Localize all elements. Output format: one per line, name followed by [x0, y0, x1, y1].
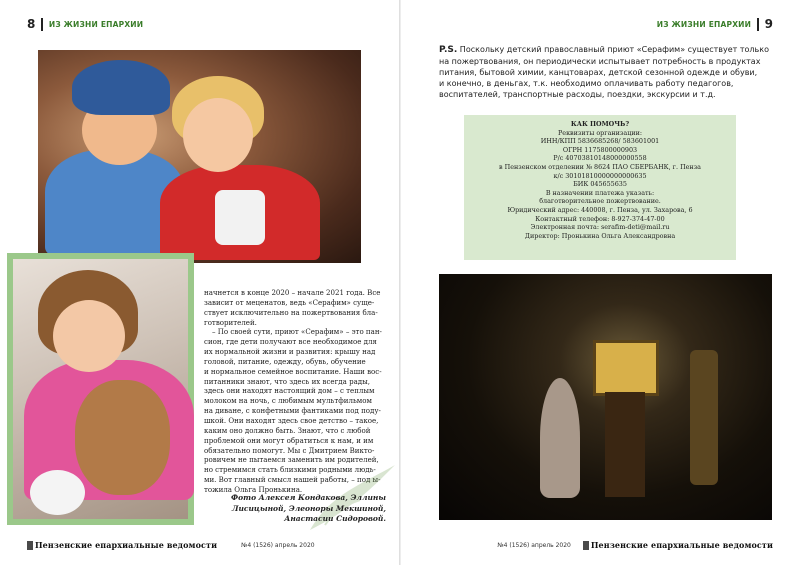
photo-boy-cap [72, 60, 170, 115]
photo-icon-on-lectern [593, 340, 659, 396]
right-page-header [657, 17, 773, 31]
article-line: сион, где дети получают все необходимое для [204, 337, 377, 347]
help-box-line: в Пензенском отделении № 8624 ПАО СБЕРБАНК, г. Пенза [499, 162, 701, 171]
help-box-line: ОГРН 1175800000903 [562, 145, 638, 154]
article-line: молоком на ночь, с любимым мультфильмом [204, 396, 372, 406]
article-line: шкой. Они находят здесь свое детство – такое, [204, 415, 379, 425]
ps-paragraph [439, 44, 769, 100]
article-line: каким оно должно быть. Знают, что с любой [204, 425, 371, 435]
ps-label: P.S. [439, 45, 458, 55]
article-line: проблемой они могут обратиться к нам, и им [204, 435, 374, 445]
help-box-line: Юридический адрес: 440008, г. Пенза, ул. Захарова, 6 [507, 205, 693, 214]
help-box-line: ИНН/КПП 5836685268/ 583601001 [540, 137, 660, 146]
help-box-line: Реквизиты организации: [557, 128, 643, 137]
help-box-line: Электронная почта: serafim-deti@mail.ru [530, 223, 670, 232]
photo-lectern [605, 392, 645, 497]
issue-number: №4 (1526) апрель 2020 [241, 541, 315, 549]
help-box-line: благотворительное пожертвование. [539, 197, 661, 206]
help-box-title: КАК ПОМОЧЬ? [570, 120, 630, 128]
article-line: – По своей сути, приют «Серафим» – это пан- [212, 327, 382, 337]
credit-line: Фото Алексея Кондакова, Эллины [231, 493, 386, 502]
left-page-footer [27, 540, 315, 550]
photo-credit [216, 493, 386, 525]
photo-toy-bunny [30, 470, 85, 515]
article-line: но стремимся стать близкими родными людь- [204, 465, 376, 475]
article-line: головой, питание, одежду, обувь, обучение [204, 356, 366, 366]
ps-line: Поскольку детский православный приют «Серафим» существует только [457, 45, 769, 54]
publication-name: Пензенские епархиальные ведомости [590, 540, 773, 550]
article-line: тожила Ольга Пронькина. [204, 484, 303, 494]
right-section-title: ИЗ ЖИЗНИ ЕПАРХИИ [656, 19, 752, 29]
article-line: зависит от меценатов, ведь «Серафим» суще- [204, 297, 375, 307]
help-box-line: Директор: Пронькина Ольга Александровна [524, 231, 676, 240]
ps-line: питания, бытовой химии, канцтоварах, детской сезонной одежде и обуви, [439, 68, 758, 78]
publication-logo-icon [583, 541, 589, 550]
article-line: на диване, с конфетными фантиками под поду- [204, 406, 381, 416]
left-page-number: 8 [27, 17, 36, 31]
right-page-footer [497, 540, 773, 550]
photo-girl-face [53, 300, 125, 372]
ps-line: воспитателей, транспортные расходы, поездки, экскурсии и т.д. [439, 90, 716, 100]
publication-logo-icon [27, 541, 33, 550]
header-divider [757, 18, 759, 31]
left-page-header [27, 17, 143, 31]
ps-line: и конечно, в деньгах, т.к. необходимо оплачивать работу педагогов, [439, 79, 734, 89]
article-line: готворителей. [204, 317, 257, 327]
credit-line: Лисицыной, Элеоноры Мекшиной, [231, 503, 386, 513]
photo-candle-stand [690, 350, 718, 485]
article-line: здесь они находят настоящий дом – с теплым [204, 386, 375, 396]
help-box-line: В назначении платежа указать: [545, 188, 655, 197]
how-to-help-box [464, 115, 736, 260]
left-section-title: ИЗ ЖИЗНИ ЕПАРХИИ [48, 19, 144, 29]
ps-line: на пожертвования, он периодически испытывает потребность в продуктах [439, 57, 761, 67]
article-line: начнется в конце 2020 – начале 2021 года. Все [204, 288, 381, 297]
article-line: обязательно помогут. Мы с Дмитрием Викто- [204, 445, 375, 455]
help-box-line: Р/с 40703810148000000558 [553, 154, 647, 163]
article-line: ровичем не пытаемся заменить им родителей, [204, 455, 379, 465]
issue-number: №4 (1526) апрель 2020 [497, 541, 571, 549]
help-box-line: БИК 045655635 [573, 180, 627, 189]
help-box-line: Контактный телефон: 8-927-374-47-00 [535, 214, 665, 223]
article-line: и нормальное семейное воспитание. Наши вос- [204, 366, 382, 376]
right-page-number: 9 [764, 17, 773, 31]
photo-dog [75, 380, 170, 495]
article-line: ми. Вот главный смысл нашей работы, – под ы- [204, 475, 381, 485]
photo-girl-figure [540, 378, 580, 498]
article-line: питанники знают, что здесь их всегда рады, [204, 376, 370, 386]
photo-girl-face [183, 98, 253, 172]
help-box-line: к/с 30101810000000000635 [553, 171, 647, 180]
header-divider [41, 18, 43, 31]
photo-girl-shirt [215, 190, 265, 245]
article-line: ствует исключительно на пожертвования бла- [204, 307, 378, 317]
credit-line: Анастасии Сидоровой. [284, 514, 386, 523]
article-line: их нормальной жизни и развития: крышу над [204, 347, 376, 357]
publication-name: Пензенские епархиальные ведомости [35, 540, 218, 550]
